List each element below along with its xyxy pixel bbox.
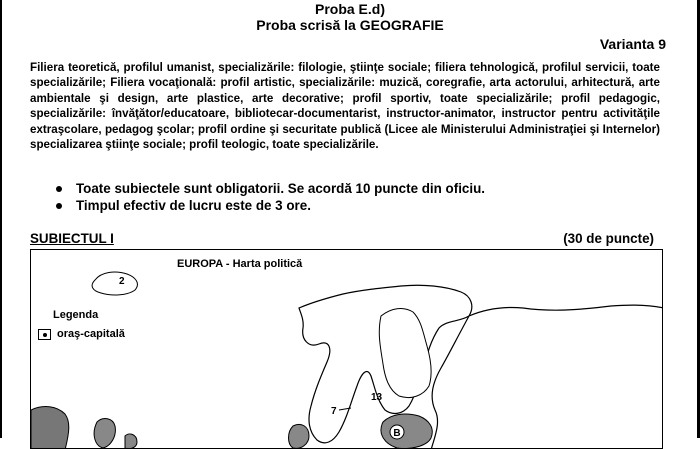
map-drawing: [31, 250, 663, 449]
legend-label: oraş-capitală: [57, 328, 125, 340]
europe-map: [30, 249, 663, 449]
exam-title: Proba scrisă la GEOGRAFIE: [256, 17, 444, 33]
map-label-b: B: [393, 428, 401, 439]
map-label-13: 13: [371, 392, 383, 403]
map-title: EUROPA - Harta politică: [177, 258, 303, 270]
variant-label: Varianta 9: [599, 36, 666, 52]
island-outline: [92, 272, 137, 295]
exam-code: Proba E.d): [314, 1, 385, 17]
map-label-7: 7: [331, 406, 337, 417]
russia-outline: [431, 305, 663, 449]
instructions-list: [56, 180, 485, 214]
specializations-paragraph: Filiera teoretică, profilul umanist, specializările: filologie, ştiinţe sociale; filiera tehnologică, profilul servicii, toate specializările; Filiera vocaţională: profil artistic, specializările: muzică, coregrafie, arta actorului, arhitectură, arte ambientale şi design, arte plastice, arte decorative; profil sportiv, toate specializările; profil pedagogic, specializările: învăţător/educatoare, bibliotecar-documentarist, instructor-animator, instructor pentru activităţile extraşcolare, pedagog şcolar; profil ordine şi securitate publică (Licee ale Ministerului Administraţiei şi Internelor) specializarea ştiinţe sociale; profil teologic, toate specializările.: [30, 61, 660, 152]
section-points: (30 de puncte): [563, 231, 654, 246]
instruction-text: Toate subiectele sunt obligatorii. Se acordă 10 puncte din oficiu.: [76, 181, 485, 196]
instruction-text: Timpul efectiv de lucru este de 3 ore.: [76, 198, 311, 213]
british-isles-shaded: [31, 407, 69, 449]
small-island-shaded: [94, 419, 115, 448]
shaded-country: [381, 414, 432, 449]
instruction-item: [56, 180, 485, 197]
section-heading: SUBIECTUL I: [30, 231, 114, 246]
small-island-shaded: [125, 434, 137, 449]
legend-title: Legenda: [53, 309, 99, 321]
bullet-icon: [56, 203, 62, 209]
bullet-icon: [56, 186, 62, 192]
map-label-2: 2: [119, 276, 125, 287]
denmark-shaded: [289, 424, 310, 448]
instruction-item: [56, 197, 485, 214]
capital-city-icon: [38, 329, 51, 340]
